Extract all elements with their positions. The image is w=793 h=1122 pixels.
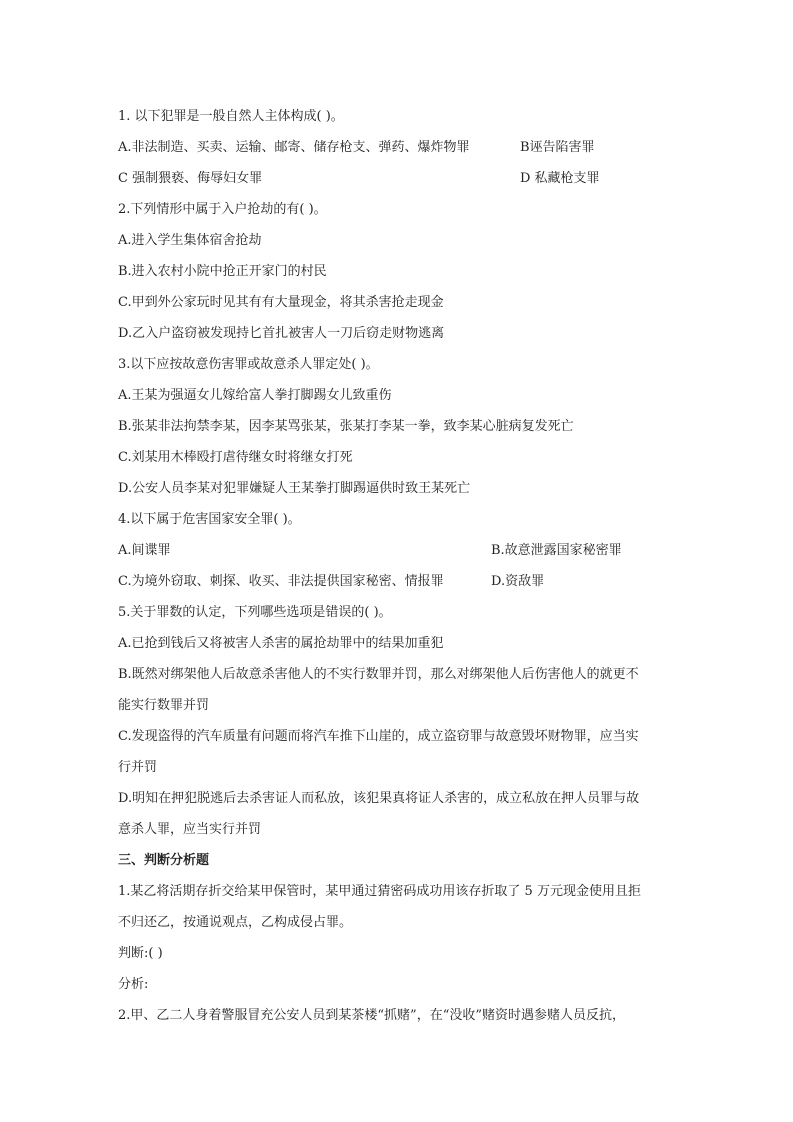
option-b: B.进入农村小院中抢正开家门的村民	[118, 264, 327, 279]
question-1-stem: 1. 以下犯罪是一般自然人主体构成( )。	[118, 109, 344, 124]
option-c: C.甲到外公家玩时见其有有大量现金，将其杀害抢走现金	[118, 295, 444, 310]
option-b: B诬告陷害罪	[520, 140, 595, 155]
option-d-continued: 意杀人罪，应当实行并罚	[118, 822, 262, 837]
option-b: B.既然对绑架他人后故意杀害他人的不实行数罪并罚，那么对绑架他人后伤害他人的就更不	[118, 667, 639, 682]
question-3-stem: 3.以下应按故意伤害罪或故意杀人罪定处( )。	[118, 357, 379, 372]
option-b: B.故意泄露国家秘密罪	[491, 543, 622, 558]
judgment-question-1: 1.某乙将活期存折交给某甲保管时，某甲通过猜密码成功用该存折取了 5 万元现金使用且拒	[118, 884, 641, 899]
question-4-options-cd	[118, 566, 678, 597]
option-d: D.乙入户盗窃被发现持匕首扎被害人一刀后窃走财物逃离	[118, 326, 445, 341]
question-1-options-cd	[118, 163, 678, 194]
option-c: C.发现盗得的汽车质量有问题而将汽车推下山崖的，成立盗窃罪与故意毁坏财物罪，应当实	[118, 729, 639, 744]
option-a: A.进入学生集体宿舍抢劫	[118, 233, 262, 248]
question-5-stem: 5.关于罪数的认定，下列哪些选项是错误的( )。	[118, 605, 392, 620]
question-1-options-ab	[118, 132, 678, 163]
option-a: A.王某为强逼女儿嫁给富人拳打脚踢女儿致重伤	[118, 388, 392, 403]
option-a: A.已抢到钱后又将被害人杀害的属抢劫罪中的结果加重犯	[118, 636, 444, 651]
question-2-stem: 2.下列情形中属于入户抢劫的有( )。	[118, 202, 327, 217]
option-d: D.公安人员李某对犯罪嫌疑人王某拳打脚踢逼供时致王某死亡	[118, 481, 471, 496]
option-d: D 私藏枪支罪	[520, 171, 600, 186]
question-4-stem: 4.以下属于危害国家安全罪( )。	[118, 512, 301, 527]
option-c: C.刘某用木棒殴打虐待继女时将继女打死	[118, 450, 353, 465]
analysis-label: 分析:	[118, 977, 149, 992]
judgment-question-1-continued: 不归还乙，按通说观点，乙构成侵占罪。	[118, 915, 353, 930]
option-a: A.非法制造、买卖、运输、邮寄、储存枪支、弹药、爆炸物罪	[118, 140, 470, 155]
option-c-continued: 行并罚	[118, 760, 158, 775]
judgment-question-2: 2.甲、乙二人身着警服冒充公安人员到某茶楼“抓赌”，在“没收”赌资时遇参赌人员反抗，	[118, 1008, 625, 1023]
option-b: B.张某非法拘禁李某，因李某骂张某，张某打李某一拳，致李某心脏病复发死亡	[118, 419, 574, 434]
option-d: D.资敌罪	[491, 574, 545, 589]
option-b-continued: 能实行数罪并罚	[118, 698, 210, 713]
document-body	[118, 101, 678, 1031]
option-d: D.明知在押犯脱逃后去杀害证人而私放，该犯果真将证人杀害的，成立私放在押人员罪与故	[118, 791, 640, 806]
option-c: C.为境外窃取、刺探、收买、非法提供国家秘密、情报罪	[118, 574, 444, 589]
option-a: A.间谍罪	[118, 543, 171, 558]
judgment-answer: 判断:( )	[118, 946, 163, 961]
section-heading: 三、判断分析题	[118, 853, 210, 868]
option-c: C 强制猥亵、侮辱妇女罪	[118, 171, 263, 186]
question-4-options-ab	[118, 535, 678, 566]
